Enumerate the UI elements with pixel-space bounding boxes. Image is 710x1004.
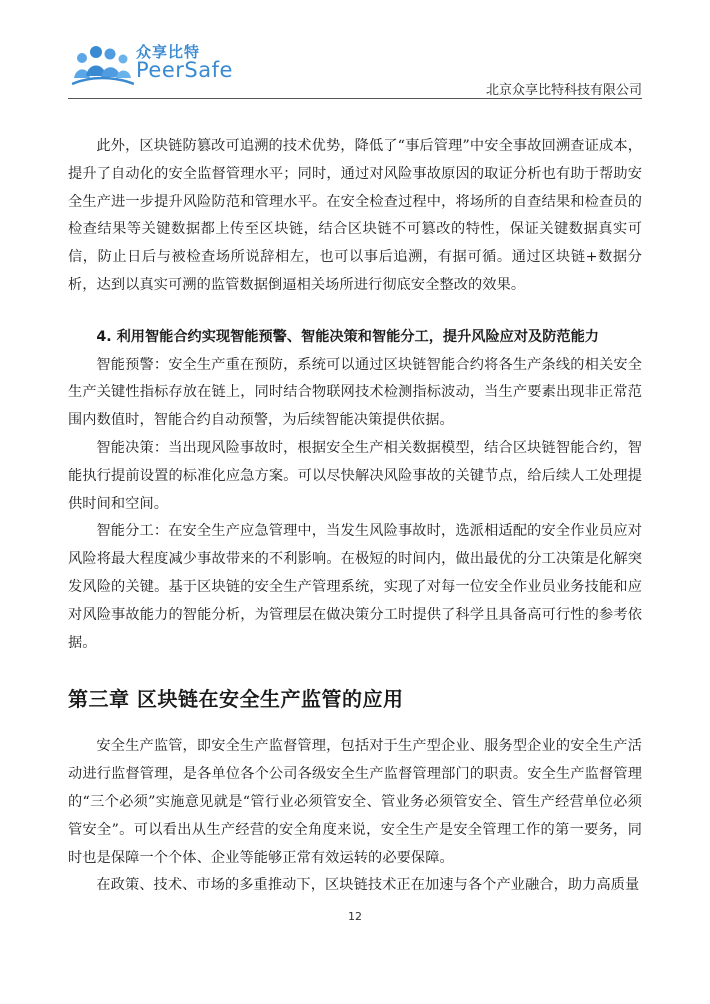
page-header [0,0,710,100]
logo-english-text: PeerSafe [136,58,233,82]
paragraph-traceability: 此外，区块链防篡改可追溯的技术优势，降低了“事后管理”中安全事故回溯查证成本，提升了自动化的安全监督管理水平；同时，通过对风险事故原因的取证分析也有助于帮助安全生产进一步提升风险防范和管理水平。在安全检查过程中，将场所的自查结果和检查员的检查结果等关键数据都上传至区块链，结合区块链不可篡改的特性，保证关键数据真实可信，防止日后与被检查场所说辞相左，也可以事后追溯，有据可循。通过区块链+数据分析，达到以真实可溯的监管数据倒逼相关场所进行彻底安全整改的效果。 [68,138,642,293]
paragraph-smart-warning: 智能预警：安全生产重在预防，系统可以通过区块链智能合约将各生产条线的相关安全生产关键性指标存放在链上，同时结合物联网技术检测指标波动，当生产要素出现非正常范围内数值时，智能合约自动预警，为后续智能决策提供依据。 [68,356,642,429]
logo-chinese-text: 众享比特 [136,43,201,61]
paragraph-supervision: 安全生产监管，即安全生产监督管理，包括对于生产型企业、服务型企业的安全生产活动进行监督管理，是各单位各个公司各级安全生产监督管理部门的职责。安全生产监督管理的“三个必须”实施意见就是“管行业必须管安全、管业务必须管安全、管生产经营单位必须管安全”。可以看出从生产经营的安全角度来说，安全生产是安全管理工作的第一要务，同时也是保障一个个体、企业等能够正常有效运转的必要保障。 [68,738,642,866]
paragraph-policy: 在政策、技术、市场的多重推动下，区块链技术正在加速与各个产业融合，助力高质量 [96,877,640,894]
paragraph-smart-decision: 智能决策：当出现风险事故时，根据安全生产相关数据模型，结合区块链智能合约，智能执行提前设置的标准化应急方案。可以尽快解决风险事故的关键节点，给后续人工处理提供时间和空间。 [68,439,642,512]
peersafe-logo [72,40,232,90]
chapter-title: 第三章 区块链在安全生产监管的应用 [68,687,404,712]
section-heading-smart-contracts: 4. 利用智能合约实现智能预警、智能决策和智能分工，提升风险应对及防范能力 [96,328,599,345]
document-body [68,133,642,900]
paragraph-smart-division: 智能分工：在安全生产应急管理中，当发生风险事故时，选派相适配的安全作业员应对风险将最大程度减少事故带来的不利影响。在极短的时间内，做出最优的分工决策是化解突发风险的关键。基于区块链的安全生产管理系统，实现了对每一位安全作业员业务技能和应对风险事故能力的智能分析，为管理层在做决策分工时提供了科学且具备高可行性的参考依据。 [68,523,642,651]
company-name: 北京众享比特科技有限公司 [485,83,642,98]
header-divider [68,98,642,99]
page-number: 12 [348,910,362,923]
people-logo-icon [72,40,134,90]
